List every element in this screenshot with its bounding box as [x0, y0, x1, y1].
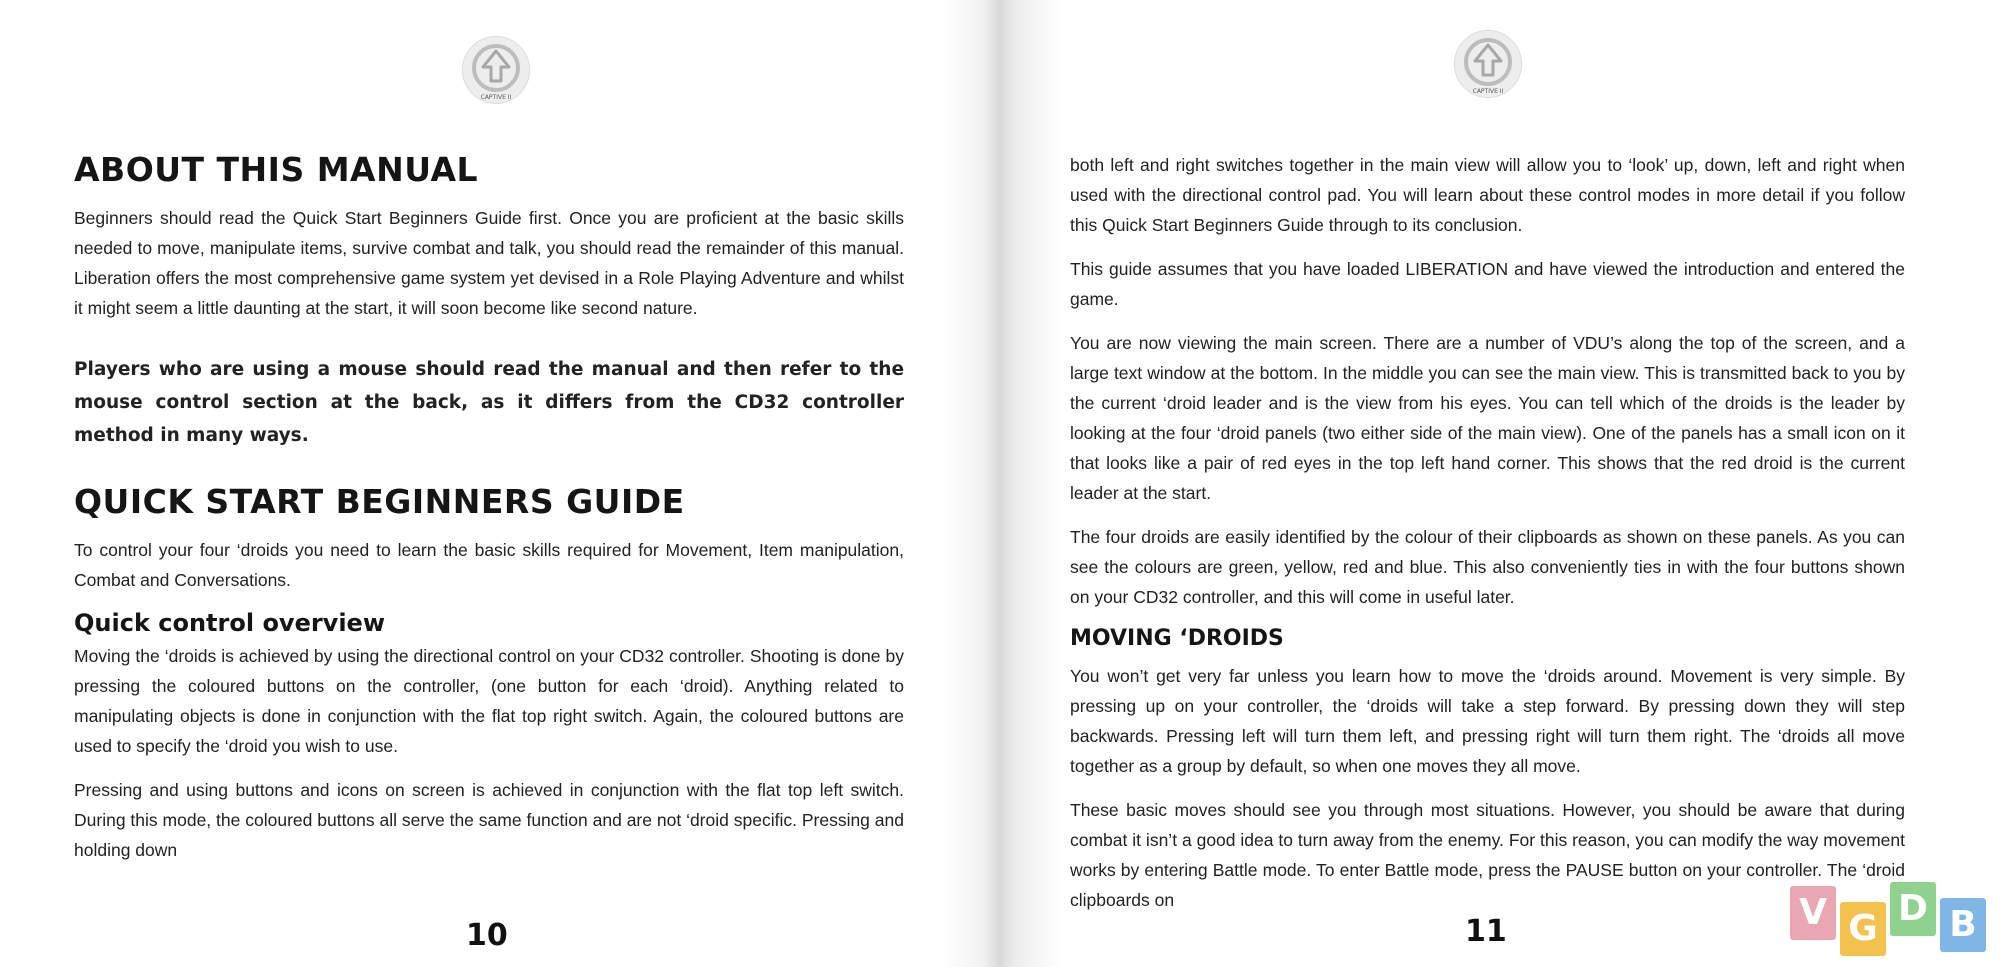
paragraph-guide-assumes: This guide assumes that you have loaded LIBERATION and have viewed the introduction and entered the game.	[1070, 259, 1905, 309]
paragraph-overview-2: Pressing and using buttons and icons on screen is achieved in conjunction with the flat top left switch. During this mode, the coloured buttons all serve the same function and are not ‘droid specific. Pressing and holding down	[74, 780, 904, 860]
vgdb-letter-b: B	[1940, 898, 1986, 952]
paragraph-movement: You won’t get very far unless you learn how to move the ‘droids around. Movement is very simple. By pressing up on your controller, the ‘droids will take a step forward. By pressing down they will step backwards. Pressing left will turn them left, and pressing right will turn them right. The ‘droids all move together as a group by default, so when one moves they all move.	[1070, 666, 1905, 776]
paragraph-overview-1: Moving the ‘droids is achieved by using the directional control on your CD32 controller. Shooting is done by pressing the coloured buttons on the controller, (one button for each ‘droid). Anything related to manipulating objects is done in conjunction with the flat top right switch. Again, the coloured buttons are used to specify the ‘droid you wish to use.	[74, 646, 904, 756]
vgdb-watermark-logo	[1790, 880, 1990, 960]
paragraph-quick-start: To control your four ‘droids you need to learn the basic skills required for Movement, Item manipulation, Combat and Conversations.	[74, 540, 904, 590]
vgdb-letter-v: V	[1790, 886, 1836, 940]
paragraph-mouse-note: Players who are using a mouse should read the manual and then refer to the mouse control section at the back, as it differs from the CD32 controller method in many ways.	[74, 359, 904, 446]
paragraph-droid-colours: The four droids are easily identified by the colour of their clipboards as shown on these panels. As you can see the colours are green, yellow, red and blue. This also conveniently ties in with the four buttons shown on your CD32 controller, and this will come in useful later.	[1070, 527, 1905, 607]
page-number-left: 10	[466, 918, 508, 953]
paragraph-main-screen: You are now viewing the main screen. There are a number of VDU’s along the top of the screen, and a large text window at the bottom. In the middle you can see the main view. This is transmitted back to you by the current ‘droid leader and is the view from his eyes. You can tell which of the droids is the leader by looking at the four ‘droid panels (two either side of the main view). One of the panels has a small icon on it that looks like a pair of red eyes in the top left hand corner. This shows that the red droid is the current leader at the start.	[1070, 333, 1905, 503]
left-page-content	[74, 150, 904, 879]
heading-quick-start: QUICK START BEGINNERS GUIDE	[74, 482, 685, 521]
page-number-right: 11	[1465, 914, 1507, 949]
paragraph-switches: both left and right switches together in the main view will allow you to ‘look’ up, down, left and right when used with the directional control pad. You will learn about these control modes in more detail if you follow this Quick Start Beginners Guide through to its conclusion.	[1070, 155, 1905, 235]
paragraph-battle-mode: These basic moves should see you through most situations. However, you should be aware that during combat it isn’t a good idea to turn away from the enemy. For this reason, you can modify the way movement works by entering Battle mode. To enter Battle mode, press the PAUSE button on your controller. The ‘droid clipboards on	[1070, 800, 1905, 910]
right-page	[1000, 0, 2000, 967]
paragraph-about-manual: Beginners should read the Quick Start Beginners Guide first. Once you are proficient at the basic skills needed to move, manipulate items, survive combat and talk, you should read the remainder of this manual. Liberation offers the most comprehensive game system yet devised in a Role Playing Adventure and whilst it might seem a little daunting at the start, it will soon become like second nature.	[74, 208, 904, 318]
captive-logo-icon	[1454, 30, 1522, 98]
heading-about-manual: ABOUT THIS MANUAL	[74, 150, 479, 189]
heading-quick-control-overview: Quick control overview	[74, 609, 386, 637]
book-gutter-shadow	[940, 0, 1060, 967]
svg-text:CAPTIVE II: CAPTIVE II	[480, 94, 512, 101]
vgdb-letter-g: G	[1840, 902, 1886, 956]
heading-moving-droids: MOVING ‘DROIDS	[1070, 626, 1284, 651]
right-page-content	[1070, 150, 1905, 929]
captive-logo-icon	[462, 36, 530, 104]
vgdb-letter-d: D	[1890, 882, 1936, 936]
svg-text:CAPTIVE II: CAPTIVE II	[1472, 88, 1504, 95]
